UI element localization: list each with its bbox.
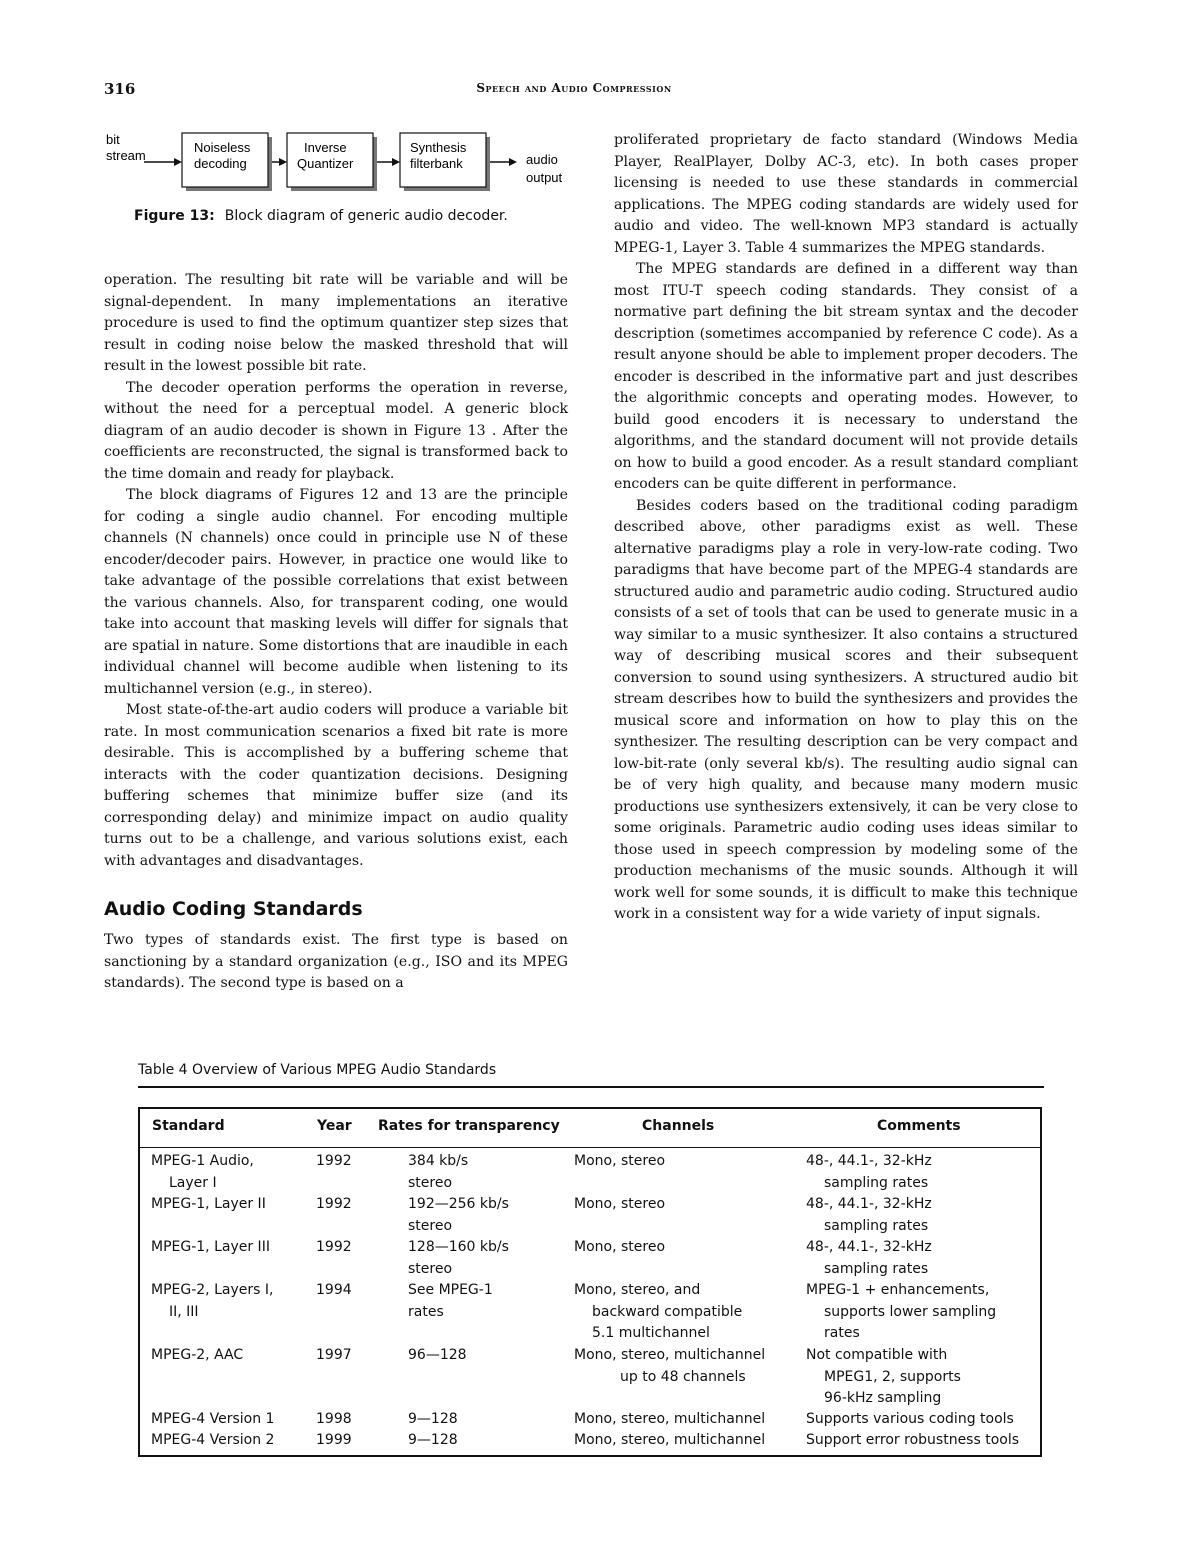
cell-channels [574, 1280, 742, 1345]
table-caption-text: Overview of Various MPEG Audio Standards [192, 1062, 497, 1078]
cell-line: MPEG-1, Layer II [151, 1196, 266, 1212]
cell-line: MPEG-4 Version 2 [151, 1432, 275, 1448]
header-standard: Standard [152, 1118, 225, 1134]
left-paragraph-5: Two types of standards exist. The first type is based on sanctioning by a standard organization (e.g., ISO and its MPEG standards). The second type is based on a [104, 932, 568, 991]
cell-comments [806, 1345, 961, 1410]
cell-line: stereo [408, 1217, 453, 1234]
cell-line: 192—256 kb/s [408, 1196, 509, 1212]
cell-rates [408, 1345, 467, 1367]
cell-line: 9—128 [408, 1432, 458, 1448]
cell-line: 1992 [316, 1196, 352, 1212]
cell-line: 1998 [316, 1411, 352, 1427]
cell-year [316, 1237, 352, 1259]
output-label-line1: audio [526, 152, 558, 167]
cell-comments [806, 1409, 1014, 1431]
cell-rates [408, 1194, 509, 1237]
cell-line: 1999 [316, 1432, 352, 1448]
cell-line: Mono, stereo [574, 1196, 666, 1212]
cell-line: MPEG-2, Layers I, [151, 1282, 274, 1298]
input-label-line2: stream [106, 148, 146, 163]
cell-line: 96—128 [408, 1347, 467, 1363]
figure-caption [134, 208, 574, 224]
right-column [614, 130, 1078, 926]
figure-caption-label: Figure 13: [134, 208, 215, 224]
right-paragraph-3: Besides coders based on the traditional coding paradigm described above, other paradigms exist as well. These alternative paradigms play a role in very-low-rate coding. Two paradigms that have become part of the MPEG-4 standards are structured audio and parametric audio coding. Structured audio consists of a set of tools that can be used to generate music in a way similar to a music synthesizer. It also contains a structured way of describing musical scores and their subsequent conversion to sound using synthesizers. A structured audio bit stream describes how to build the synthesizers and provides the musical score and information on how to play this on the synthesizer. The resulting description can be very compact and low-bit-rate (only several kb/s). The resulting audio signal can be of very high quality, and because many modern music productions use synthesizers extensively, it can be very close to some originals. Parametric audio coding uses ideas similar to those used in speech compression by modeling some of the production mechanisms of the music sounds. Although it will work well for some sounds, it is difficult to make this technique work in a consistent way for a wide variety of input signals. [614, 497, 1078, 922]
page-number: 316 [104, 80, 136, 98]
cell-channels [574, 1194, 665, 1216]
cell-line: 1992 [316, 1153, 352, 1169]
cell-line: stereo [408, 1260, 453, 1277]
cell-line: 1994 [316, 1282, 352, 1298]
cell-channels [574, 1345, 765, 1388]
cell-year [316, 1151, 352, 1173]
block3-line1: Synthesis [410, 140, 467, 155]
cell-year [316, 1345, 352, 1367]
cell-line: MPEG-1, Layer III [151, 1239, 270, 1255]
cell-rates [408, 1280, 493, 1323]
cell-line: 48-, 44.1-, 32-kHz [806, 1196, 932, 1212]
cell-line: MPEG-2, AAC [151, 1347, 244, 1363]
cell-line: MPEG-1 Audio, [151, 1153, 254, 1169]
table-top-rule [138, 1086, 1044, 1088]
cell-comments [806, 1430, 1019, 1452]
cell-channels [574, 1409, 765, 1431]
cell-line: Not compatible with [806, 1347, 948, 1363]
table-caption [138, 1062, 496, 1078]
cell-line: See MPEG-1 [408, 1282, 493, 1298]
cell-standard [151, 1280, 273, 1323]
cell-standard [151, 1345, 243, 1367]
mpeg-standards-table [138, 1107, 1042, 1457]
cell-standard [151, 1151, 254, 1194]
cell-line: Supports various coding tools [806, 1411, 1014, 1427]
cell-line: 96-kHz sampling [824, 1390, 942, 1406]
cell-line: sampling rates [824, 1174, 929, 1191]
cell-standard [151, 1237, 270, 1259]
left-paragraph-1: operation. The resulting bit rate will be variable and will be signal-dependent. In many implementations an iterative procedure is used to find the optimum quantizer step sizes that result in coding noise below the masked threshold that will result in the lowest possible bit rate. [104, 272, 568, 374]
cell-rates [408, 1151, 468, 1194]
cell-line: supports lower sampling [824, 1303, 997, 1320]
left-paragraph-3: The block diagrams of Figures 12 and 13 are the principle for coding a single audio channel. For encoding multiple channels (N channels) once could in principle use N of these encoder/decoder pairs. However, in practice one would like to take advantage of the possible correlations that exist between the various channels. Also, for transparent coding, one would take into account that masking levels will differ for signals that are spatial in nature. Some distortions that are inaudible in each individual channel will become audible when listening to its multichannel version (e.g., in stereo). [104, 487, 568, 697]
output-arrowhead [509, 158, 517, 166]
cell-line: 48-, 44.1-, 32-kHz [806, 1239, 932, 1255]
cell-channels [574, 1151, 665, 1173]
cell-line: II, III [169, 1303, 199, 1320]
block3-line2: filterbank [410, 156, 463, 171]
arrowhead-1-2 [279, 158, 287, 166]
cell-year [316, 1430, 352, 1452]
header-year: Year [317, 1118, 352, 1134]
cell-line: 1992 [316, 1239, 352, 1255]
cell-line: Mono, stereo, multichannel [574, 1411, 766, 1427]
block1-line1: Noiseless [194, 140, 251, 155]
cell-line: Mono, stereo, multichannel [574, 1432, 766, 1448]
cell-standard [151, 1430, 274, 1452]
table-caption-label: Table 4 [138, 1062, 188, 1078]
figure-caption-text: Block diagram of generic audio decoder. [224, 208, 508, 224]
cell-year [316, 1280, 352, 1302]
cell-comments [806, 1151, 932, 1194]
cell-line: sampling rates [824, 1260, 929, 1277]
cell-line: MPEG1, 2, supports [824, 1368, 961, 1385]
cell-standard [151, 1194, 266, 1216]
left-column [104, 270, 568, 995]
cell-line: up to 48 channels [620, 1368, 746, 1385]
cell-line: Mono, stereo [574, 1239, 666, 1255]
right-paragraph-2: The MPEG standards are defined in a different way than most ITU-T speech coding standards. They consist of a normative part defining the bit stream syntax and the decoder description (sometimes accompanied by reference C code). As a result anyone should be able to implement proper decoders. The encoder is described in the informative part and just describes the algorithmic concepts and operating modes. However, to build good encoders it is necessary to understand the algorithms, and the standard document will not provide details on how to build a good encoder. As a result standard compliant encoders can be quite different in performance. [614, 261, 1078, 492]
cell-rates [408, 1409, 458, 1431]
cell-comments [806, 1237, 932, 1280]
cell-line: 48-, 44.1-, 32-kHz [806, 1153, 932, 1169]
page-header [104, 80, 1044, 104]
cell-rates [408, 1430, 458, 1452]
right-paragraph-1: proliferated proprietary de facto standard (Windows Media Player, RealPlayer, Dolby AC-3, etc). In both cases proper licensing is needed to use these standards in commercial applications. The MPEG coding standards are widely used for audio and video. The well-known MP3 standard is actually MPEG-1, Layer 3. Table 4 summarizes the MPEG standards. [614, 132, 1078, 256]
block1-line2: decoding [194, 156, 247, 171]
decoder-block-diagram [104, 128, 574, 200]
cell-line: 9—128 [408, 1411, 458, 1427]
cell-year [316, 1409, 352, 1431]
block2-line2: Quantizer [297, 156, 354, 171]
cell-channels [574, 1430, 765, 1452]
cell-line: Support error robustness tools [806, 1432, 1020, 1448]
figure-13 [104, 128, 574, 228]
cell-line: 1997 [316, 1347, 352, 1363]
cell-line: stereo [408, 1174, 453, 1191]
cell-line: Layer I [169, 1174, 217, 1191]
section-heading: Audio Coding Standards [104, 898, 363, 920]
header-channels: Channels [642, 1118, 715, 1134]
header-comments: Comments [877, 1118, 961, 1134]
cell-line: Mono, stereo [574, 1153, 666, 1169]
input-arrowhead [174, 158, 182, 166]
cell-line: rates [824, 1325, 860, 1341]
cell-rates [408, 1237, 509, 1280]
cell-standard [151, 1409, 274, 1431]
cell-line: sampling rates [824, 1217, 929, 1234]
cell-comments [806, 1280, 996, 1345]
input-label-line1: bit [106, 132, 120, 147]
left-paragraph-2: The decoder operation performs the operation in reverse, without the need for a perceptual model. A generic block diagram of an audio decoder is shown in Figure 13 . After the coefficients are reconstructed, the signal is transformed back to the time domain and ready for playback. [104, 379, 568, 482]
cell-comments [806, 1194, 932, 1237]
cell-line: rates [408, 1303, 444, 1320]
cell-line: 128—160 kb/s [408, 1239, 509, 1255]
output-label-line2: output [526, 170, 563, 185]
cell-year [316, 1194, 352, 1216]
arrowhead-2-3 [392, 158, 400, 166]
cell-line: Mono, stereo, multichannel [574, 1347, 766, 1363]
block2-line1: Inverse [304, 140, 347, 155]
cell-line: 5.1 multichannel [592, 1325, 710, 1341]
running-head: Speech and Audio Compression [476, 81, 672, 95]
cell-channels [574, 1237, 665, 1259]
left-paragraph-4: Most state-of-the-art audio coders will produce a variable bit rate. In most communication scenarios a fixed bit rate is more desirable. This is accomplished by a buffering scheme that interacts with the coder quantization decisions. Designing buffering schemes that minimize buffer size (and its corresponding delay) and minimize impact on audio quality turns out to be a challenge, and various solutions exist, each with advantages and disadvantages. [104, 702, 568, 869]
cell-line: Mono, stereo, and [574, 1282, 701, 1298]
cell-line: MPEG-4 Version 1 [151, 1411, 275, 1427]
cell-line: 384 kb/s [408, 1153, 469, 1169]
cell-line: MPEG-1 + enhancements, [806, 1282, 990, 1298]
header-rates: Rates for transparency [378, 1118, 560, 1134]
table-header-row [140, 1109, 1040, 1148]
cell-line: backward compatible [592, 1303, 743, 1320]
